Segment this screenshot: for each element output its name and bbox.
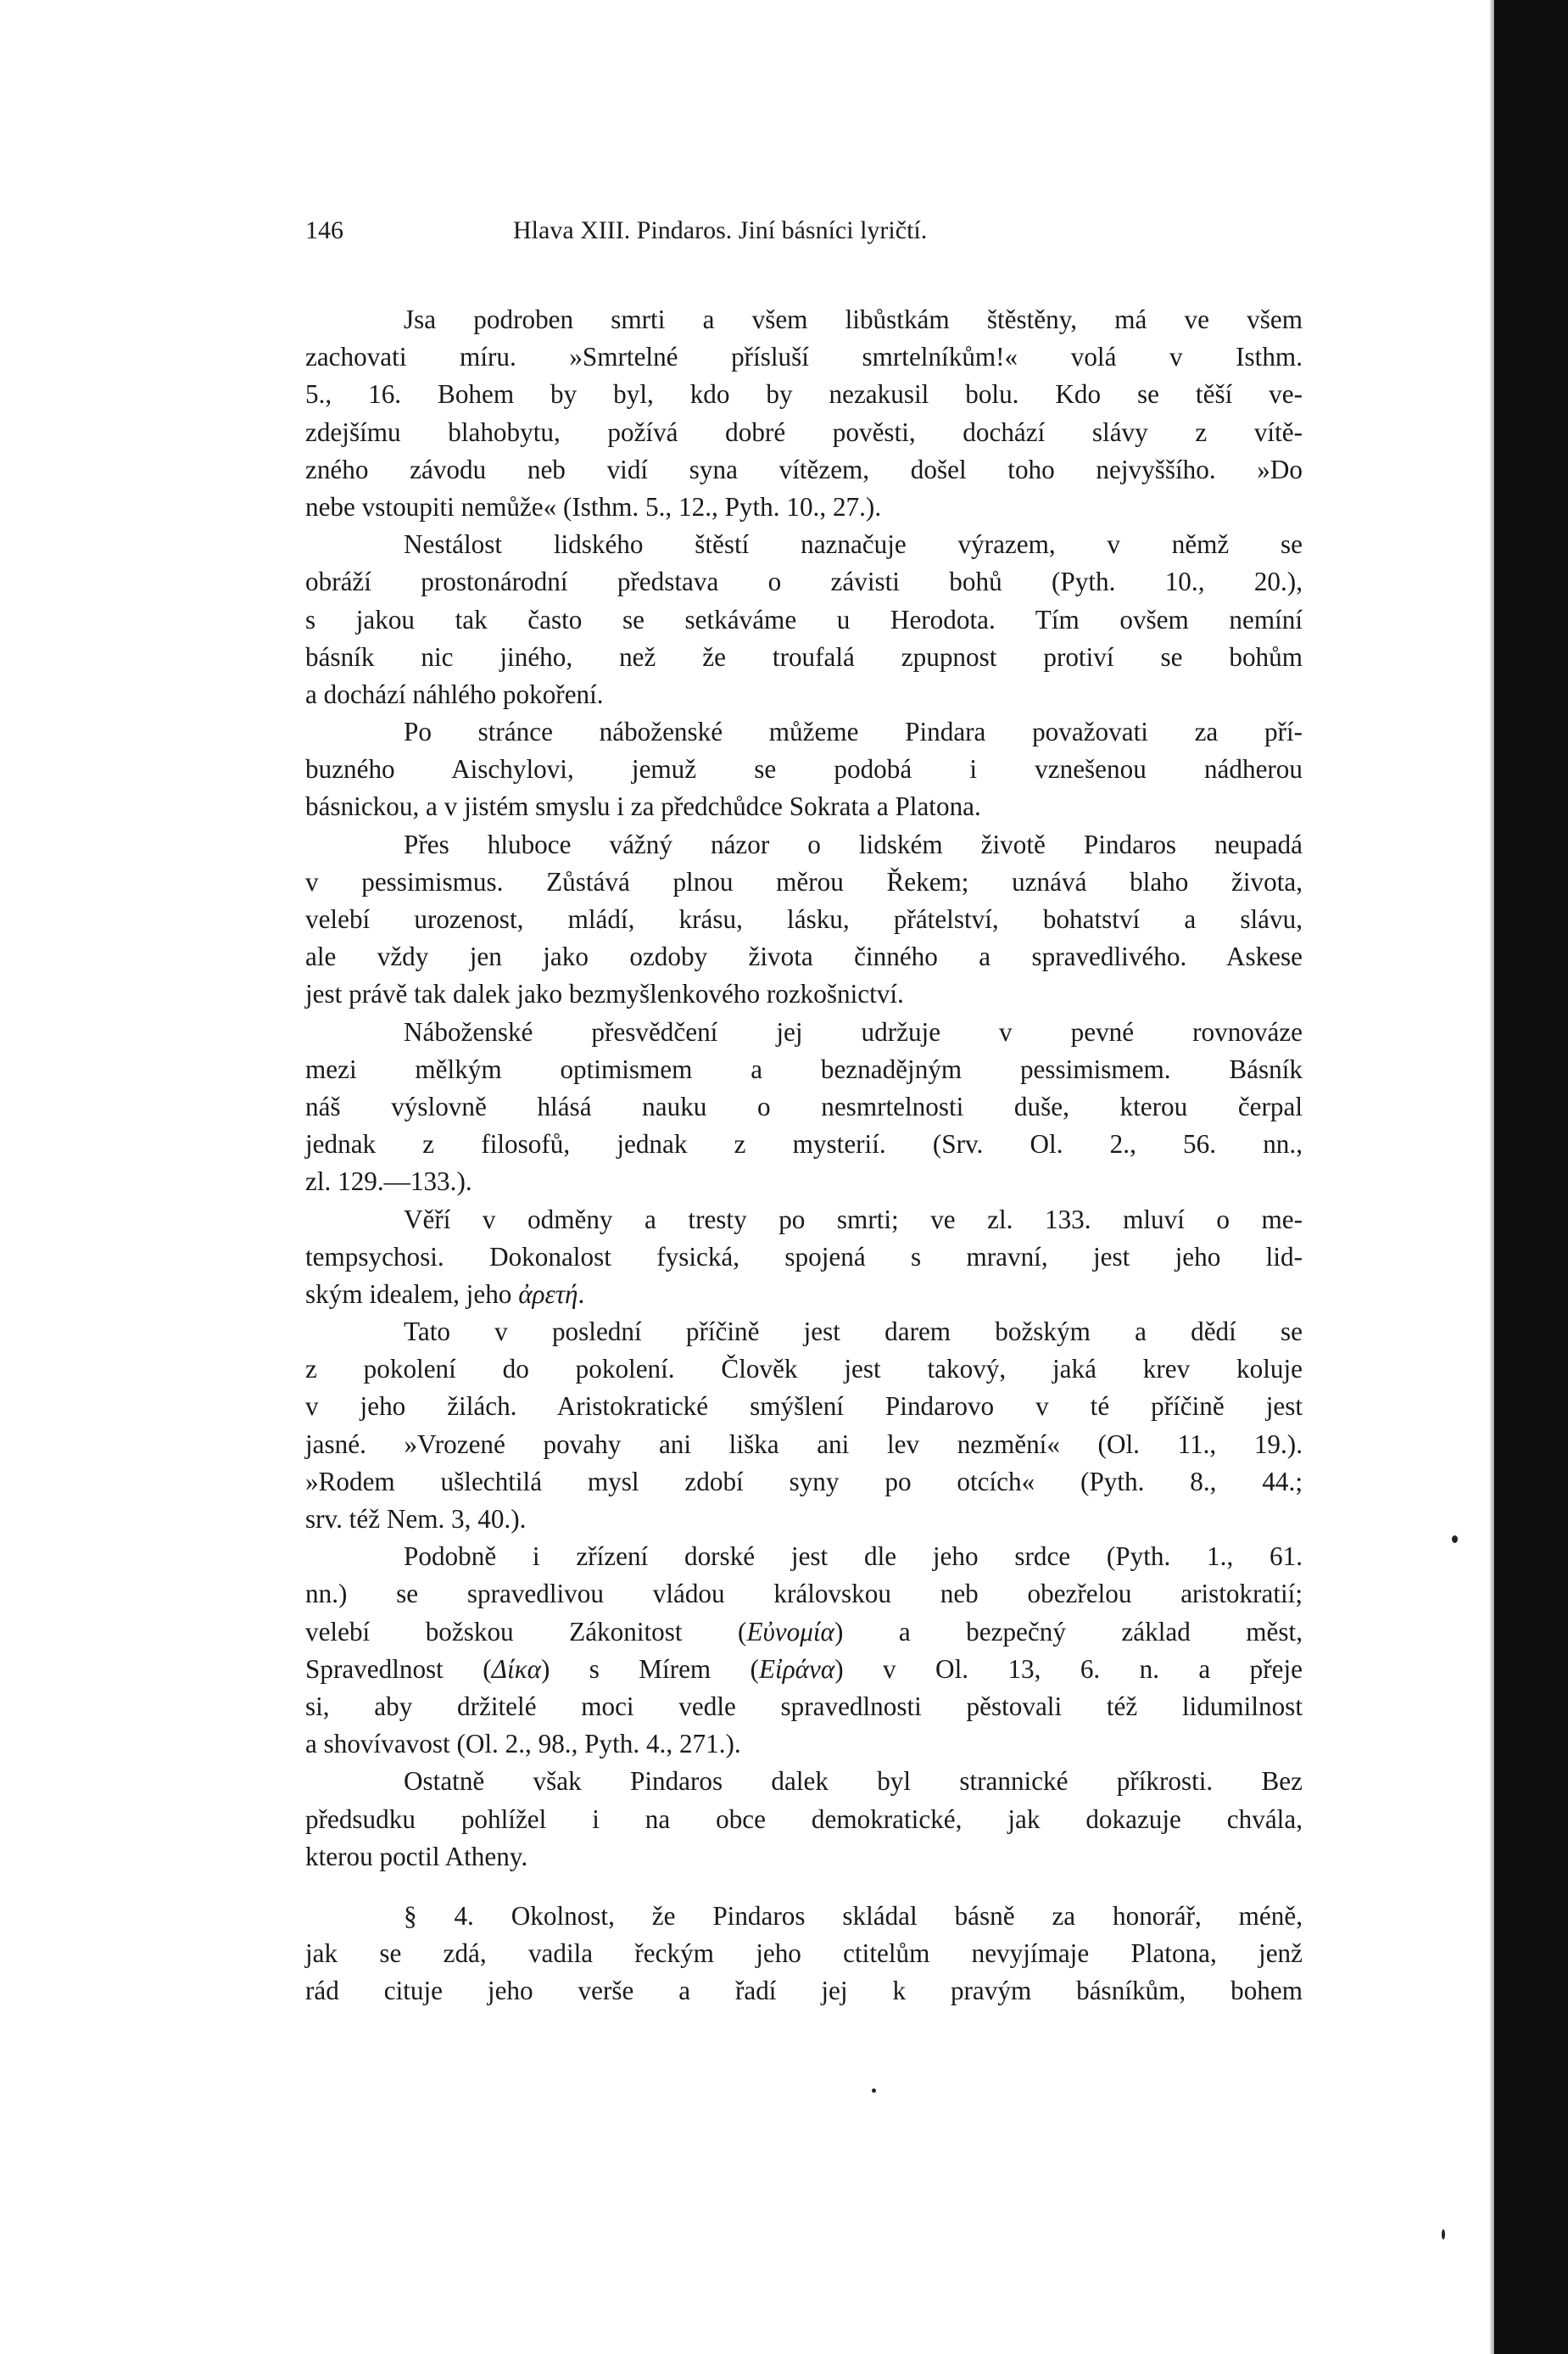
text-line: a shovívavost (Ol. 2., 98., Pyth. 4., 271.).	[305, 1729, 741, 1759]
text-line: si, aby držitelé moci vedle spravedlnosti pěstovali též lidumilnost	[305, 1691, 1303, 1721]
text-line: jasné. »Vrozené povahy ani liška ani lev nezmění« (Ol. 11., 19.).	[305, 1429, 1303, 1459]
text-line: Po stránce náboženské můžeme Pindara považovati za pří-	[404, 717, 1303, 747]
paragraph	[305, 526, 1303, 713]
body-text	[305, 301, 1303, 2010]
page-header	[305, 214, 1306, 248]
text-fragment: ) v Ol. 13, 6. n. a přeje	[834, 1653, 1303, 1684]
text-line	[305, 1613, 1303, 1651]
text-line: mezi mělkým optimismem a beznadějným pessimismem. Básník	[305, 1054, 1303, 1084]
scan-speck	[1442, 2229, 1445, 2239]
text-fragment: Spravedlnost (	[305, 1653, 492, 1684]
scan-border	[1494, 0, 1568, 2354]
text-line: v pessimismus. Zůstává plnou měrou Řekem; uznává blaho života,	[305, 866, 1303, 897]
text-line: náš výslovně hlásá nauku o nesmrtelnosti duše, kterou čerpal	[305, 1091, 1303, 1121]
text-line: a dochází náhlého pokoření.	[305, 679, 604, 709]
text-line: Nestálost lidského štěstí naznačuje výrazem, v němž se	[404, 529, 1303, 560]
text-line: básnickou, a v jistém smyslu i za předchůdce Sokrata a Platona.	[305, 791, 981, 822]
text-fragment: .	[578, 1278, 585, 1309]
text-fragment: ) a bezpečný základ měst,	[834, 1616, 1303, 1647]
greek-term: Δίκα	[491, 1653, 541, 1684]
text-line: velebí urozenost, mládí, krásu, lásku, přátelství, bohatství a slávu,	[305, 904, 1303, 934]
text-line: zného závodu neb vidí syna vítězem, došel toho nejvyššího. »Do	[305, 454, 1303, 484]
greek-term: Εἰράνα	[758, 1653, 835, 1684]
text-line: jest právě tak dalek jako bezmyšlenkového rozkošnictví.	[305, 979, 904, 1009]
text-line: Tato v poslední příčině jest darem božským a dědí se	[404, 1317, 1303, 1347]
page-number: 146	[305, 216, 343, 244]
greek-term: Εὐνομία	[746, 1616, 834, 1647]
section-paragraph	[305, 1898, 1303, 2010]
text-line: »Rodem ušlechtilá mysl zdobí syny po otcích« (Pyth. 8., 44.;	[305, 1466, 1303, 1496]
paragraph	[305, 1763, 1303, 1876]
text-line: nn.) se spravedlivou vládou královskou neb obezřelou aristokratií;	[305, 1579, 1303, 1609]
text-line: Věří v odměny a tresty po smrti; ve zl. 133. mluví o me-	[404, 1204, 1303, 1234]
text-line: básník nic jiného, než že troufalá zpupnost protiví se bohům	[305, 641, 1303, 672]
text-line: srv. též Nem. 3, 40.).	[305, 1504, 527, 1534]
text-line: Jsa podroben smrti a všem libůstkám štěstěny, má ve všem	[404, 305, 1303, 334]
text-line: v jeho žilách. Aristokratické smýšlení Pindarovo v té příčině jest	[305, 1391, 1303, 1422]
text-line: zl. 129.—133.).	[305, 1166, 472, 1197]
text-line: buzného Aischylovi, jemuž se podobá i vznešenou nádherou	[305, 754, 1303, 785]
section-gap	[305, 1876, 1303, 1898]
text-line: ale vždy jen jako ozdoby života činného a spravedlivého. Askese	[305, 942, 1303, 972]
text-line: Podobně i zřízení dorské jest dle jeho srdce (Pyth. 1., 61.	[404, 1541, 1303, 1572]
text-fragment: velebí božskou Zákonitost (	[305, 1616, 747, 1647]
text-line: předsudku pohlížel i na obce demokratické, jak dokazuje chvála,	[305, 1803, 1303, 1834]
text-line: Přes hluboce vážný názor o lidském životě Pindaros neupadá	[404, 829, 1303, 859]
text-fragment: ) s Mírem (	[540, 1653, 759, 1684]
paragraph	[305, 826, 1303, 1014]
paragraph	[305, 1201, 1303, 1314]
scan-speck	[872, 2088, 876, 2093]
text-line: kterou poctil Atheny.	[305, 1841, 528, 1871]
text-line	[305, 1276, 1303, 1313]
running-head: Hlava XIII. Pindaros. Jiní básníci lyričtí.	[513, 216, 928, 244]
text-line: zdejšímu blahobytu, požívá dobré pověsti, dochází slávy z vítě-	[305, 417, 1303, 447]
text-line: 5., 16. Bohem by byl, kdo by nezakusil bolu. Kdo se těší ve-	[305, 379, 1303, 410]
paragraph	[305, 1538, 1303, 1763]
text-line: § 4. Okolnost, že Pindaros skládal básně za honorář, méně,	[404, 1900, 1303, 1931]
text-line: obráží prostonárodní představa o závisti bohů (Pyth. 10., 20.),	[305, 567, 1303, 597]
text-line: jak se zdá, vadila řeckým jeho ctitelům nevyjímaje Platona, jenž	[305, 1938, 1303, 1969]
text-line: z pokolení do pokolení. Člověk jest takový, jaká krev koluje	[305, 1354, 1303, 1384]
text-line: s jakou tak často se setkáváme u Herodota. Tím ovšem nemíní	[305, 604, 1303, 635]
paragraph	[305, 1313, 1303, 1538]
paragraph	[305, 301, 1303, 526]
greek-term: ἀρετή	[518, 1278, 578, 1309]
text-line: zachovati míru. »Smrtelné přísluší smrtelníkům!« volá v Isthm.	[305, 342, 1303, 372]
text-fragment: ským idealem, jeho	[305, 1278, 519, 1309]
paragraph	[305, 1014, 1303, 1201]
text-line: jednak z filosofů, jednak z mysterií. (Srv. Ol. 2., 56. nn.,	[305, 1129, 1303, 1160]
text-line: tempsychosi. Dokonalost fysická, spojená s mravní, jest jeho lid-	[305, 1241, 1303, 1272]
scan-speck	[1452, 1535, 1458, 1543]
text-line: rád cituje jeho verše a řadí jej k pravým básníkům, bohem	[305, 1976, 1303, 2006]
text-line: Náboženské přesvědčení jej udržuje v pevné rovnováze	[404, 1016, 1303, 1047]
paragraph	[305, 713, 1303, 826]
text-line: Ostatně však Pindaros dalek byl strannické příkrosti. Bez	[404, 1766, 1303, 1797]
text-line: nebe vstoupiti nemůže« (Isthm. 5., 12., Pyth. 10., 27.).	[305, 491, 882, 522]
text-line	[305, 1651, 1303, 1688]
